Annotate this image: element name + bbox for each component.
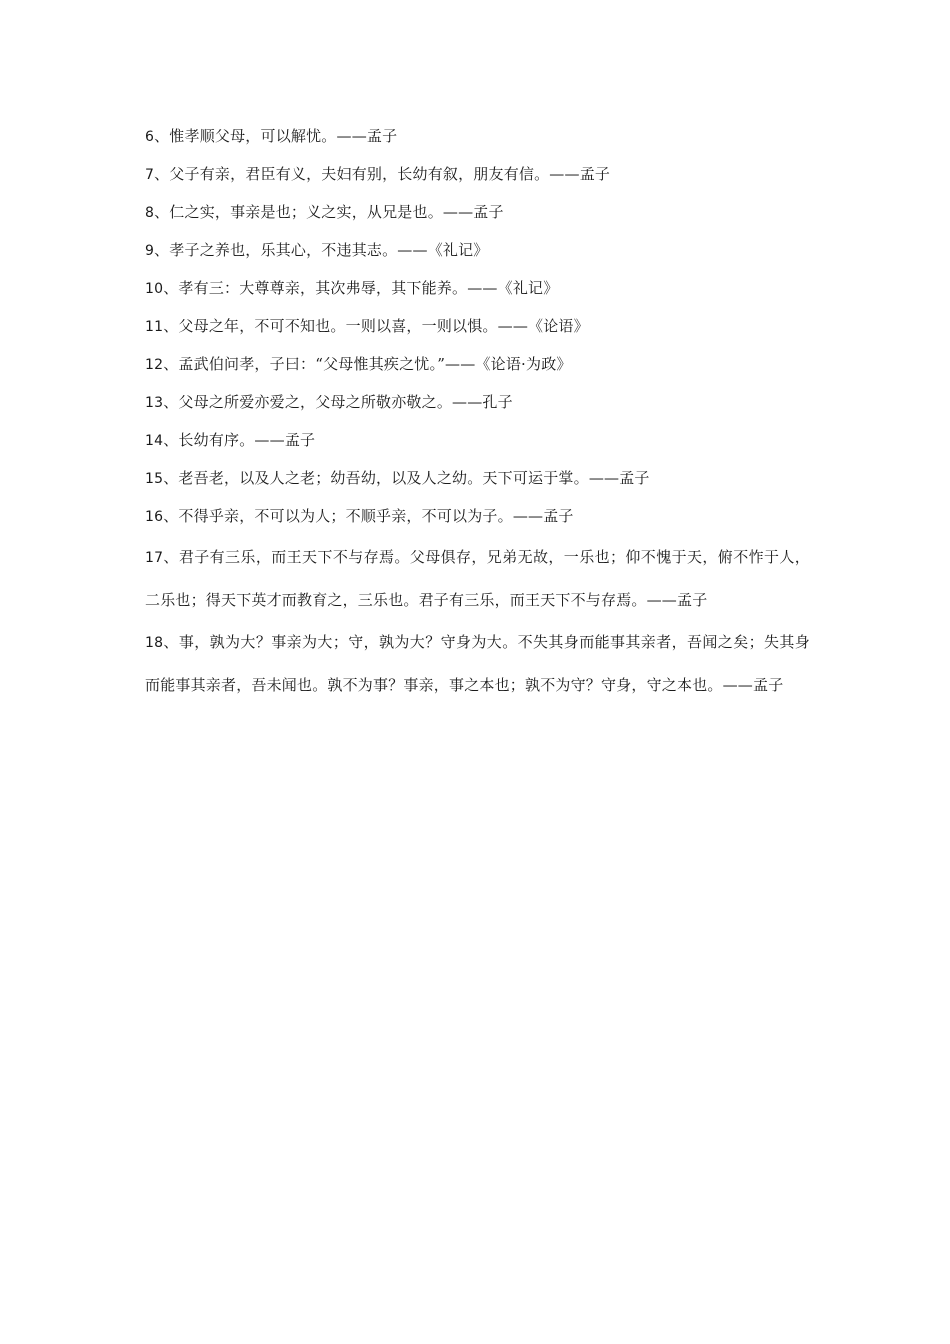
quote-number: 16 <box>145 509 164 525</box>
quote-item-14 <box>145 422 810 460</box>
quote-number: 15 <box>145 471 164 487</box>
quote-item-15 <box>145 460 810 498</box>
quote-text: 、老吾老，以及人之老；幼吾幼，以及人之幼。天下可运于掌。——孟子 <box>163 469 650 487</box>
quote-item-6 <box>145 118 810 156</box>
quote-item-17 <box>145 536 810 621</box>
quote-number: 9 <box>145 243 155 259</box>
quote-text: 、惟孝顺父母，可以解忧。——孟子 <box>154 127 398 145</box>
quote-text: 、君子有三乐，而王天下不与存焉。父母俱存，兄弟无故，一乐也；仰不愧于天，俯不怍于人，二乐也；得天下英才而教育之，三乐也。君子有三乐，而王天下不与存焉。——孟子 <box>145 548 810 609</box>
quote-number: 14 <box>145 433 164 449</box>
quote-text: 、父母之所爱亦爱之，父母之所敬亦敬之。——孔子 <box>163 393 513 411</box>
quote-item-12 <box>145 346 810 384</box>
quote-item-16 <box>145 498 810 536</box>
quote-item-18 <box>145 621 810 706</box>
quote-number: 8 <box>145 205 155 221</box>
quote-text: 、仁之实，事亲是也；义之实，从兄是也。——孟子 <box>154 203 504 221</box>
quote-number: 17 <box>145 550 164 566</box>
quote-item-9 <box>145 232 810 270</box>
quote-text: 、孝有三：大尊尊亲，其次弗辱，其下能养。——《礼记》 <box>163 279 559 297</box>
quote-item-13 <box>145 384 810 422</box>
quote-number: 11 <box>145 319 164 335</box>
quote-text: 、父子有亲，君臣有义，夫妇有别，长幼有叙，朋友有信。——孟子 <box>154 165 611 183</box>
quote-number: 7 <box>145 167 155 183</box>
quote-item-8 <box>145 194 810 232</box>
quote-number: 18 <box>145 635 164 651</box>
quote-item-7 <box>145 156 810 194</box>
quote-number: 6 <box>145 129 155 145</box>
quote-text: 、事，孰为大？事亲为大；守，孰为大？守身为大。不失其身而能事其亲者，吾闻之矣；失其身而能事其亲者，吾未闻也。孰不为事？事亲，事之本也；孰不为守？守身，守之本也。——孟子 <box>145 633 810 694</box>
quote-item-10 <box>145 270 810 308</box>
quote-text: 、孟武伯问孝，子曰：“父母惟其疾之忧。”——《论语·为政》 <box>163 355 572 373</box>
quote-text: 、孝子之养也，乐其心，不违其志。——《礼记》 <box>154 241 489 259</box>
quote-text: 、不得乎亲，不可以为人；不顺乎亲，不可以为子。——孟子 <box>163 507 574 525</box>
quote-number: 13 <box>145 395 164 411</box>
quote-list <box>145 118 810 706</box>
quote-text: 、父母之年，不可不知也。一则以喜，一则以惧。——《论语》 <box>163 317 589 335</box>
quote-text: 、长幼有序。——孟子 <box>163 431 316 449</box>
quote-number: 12 <box>145 357 164 373</box>
quote-item-11 <box>145 308 810 346</box>
quote-number: 10 <box>145 281 164 297</box>
